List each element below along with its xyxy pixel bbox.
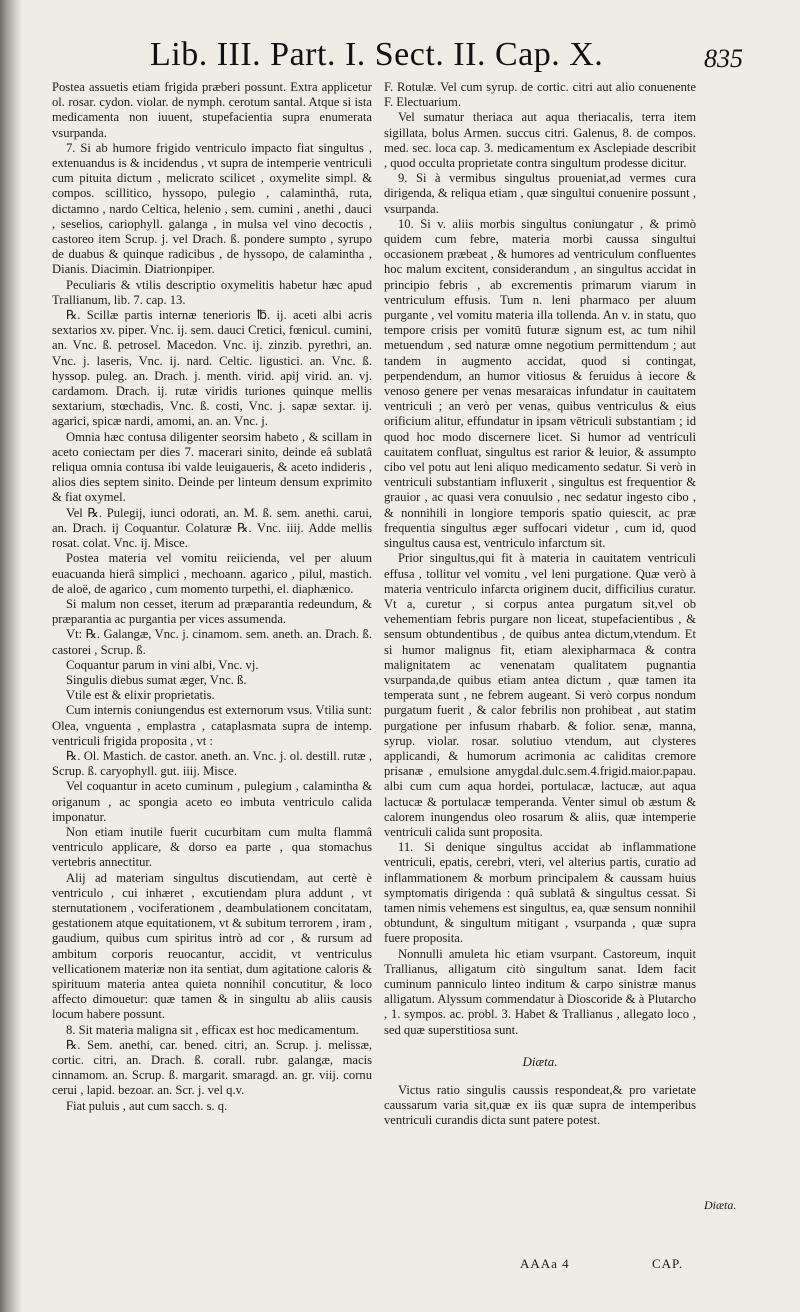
running-header: Lib. III. Part. I. Sect. II. Cap. X. — [150, 36, 604, 73]
recipe: Vt: ℞. Galangæ, Vnc. j. cinamom. sem. aneth. an. Drach. ß. castorei , Scrup. ß. — [52, 627, 372, 657]
page-number: 835 — [704, 44, 743, 73]
paragraph: 10. Si v. aliis morbis singultus coniungatur , & primò quidem cum febre, materia morbi caussa singultui occasionem præbeat , & humores ad ventriculum confluentes hoc malum excitent, considerandum , an singultus accidat in principio febris , ab excrementis primarum viarum in ventriculum effusis. Tum n. leni pharmaco per aluum purgante , vel vomitu materia illa tollenda. An v. in statu, quo tempore crisis per vomitū futuræ signum est, ac tum nihil metuendum , sed naturæ omne negotium permittendum ; aut tandem in augmento accidat, quod si contingat, perpendendum, an humor vitiosus & feruidus à iecore & venoso genere per venas mesaraicas infundatur in cauitatem ventriculi ; an verò per venas, quibus ventriculus & eius orificium alitur, effundatur in ipsam vētriculi substantiam ; id quod hoc modo discernere licet. Si humor ad ventriculi cauitatem confluat, singultus est rarior & leuior, & assumpto cibo vel potu aut leni aliquo medicamento sedatur. Si verò in ventriculi substantiam influxerit , singultus est frequentior & grauior , ac quasi vera conuulsio , nec sedatur ingesto cibo , & nonnihili in longiore temporis spatio quiescit, ac præ frequentia singultus æger suffocari videtur , cum id, quod singultus causa est, ventriculo infarctum sit. — [384, 216, 696, 551]
recipe-line: Coquantur parum in vini albi, Vnc. vj. — [66, 657, 259, 672]
paragraph: Non etiam inutile fuerit cucurbitam cum multa flammâ ventriculo applicare, & dorso ea parte , qua stomachus vertebris annectitur. — [52, 824, 372, 870]
paragraph: Nonnulli amuleta hic etiam vsurpant. Castoreum, inquit Trallianus, alligatum citò singultum sanat. Idem facit cuminum panniculo linteo inditum & carpo sinistræ manus alligatum. Alyssum commendatur à Dioscoride & à Plutarcho , 1. sympos. ac. probl. 3. Habet & Trallianus , allegato loco , sed quæ superstitiosa sunt. — [384, 946, 696, 1037]
section-heading: Diæta. — [522, 1053, 558, 1069]
paragraph: 9. Si à vermibus singultus proueniat,ad vermes cura dirigenda, & reliqua etiam , quæ singultui conuenire possunt , vsurpanda. — [384, 171, 696, 216]
recipe: ℞. Scillæ partis internæ tenerioris ℔. ij. aceti albi acris sextarios xv. piper. Vnc. ij. sem. dauci Cretici, fœnicul. cumini, an. Vnc. ß. petrosel. Macedon. Vnc. ij. zinzib. pyrethri, an. Vnc. j. laseris, Vnc. ij. nard. Celtic. ligustici. an. Vnc. ß. hyssop. puleg. an. Drach. j. menth. virid. apij virid. an. vj. cardamom. Drach. ij. rutæ viridis turiones quinque mellis sextarium, stœchadis, Vnc. ß. costi, Vnc. j. sapæ sextar. ij. agarici, spicæ nardi, amomi, an. an. Vnc. j. — [52, 308, 372, 429]
paragraph: Vel coquantur in aceto cuminum , pulegium , calamintha & origanum , ac spongia aceto eo imbuta ventriculo calida imponatur. — [52, 779, 372, 824]
marginal-note: Diæta. — [704, 1198, 737, 1212]
paragraph: Peculiaris & vtilis descriptio oxymelitis habetur hæc apud Trallianum, lib. 7. cap. 13. — [52, 277, 372, 307]
right-column — [384, 80, 696, 1129]
paragraph: 11. Si denique singultus accidat ab inflammatione ventriculi, epatis, cerebri, vteri, vel alterius partis, curatio ad inflammationem & morbum principalem & caussam huius symptomatis dirigenda : quâ sublatâ & singultus cessat. Si tamen nimis vehemens est singultus, ea, quæ sensum nonnihil obtundunt, & singultum mitigant , vsurpanda , quæ supra fuere proposita. — [384, 840, 697, 946]
recipe-line: Vtile est & elixir proprietatis. — [66, 688, 215, 703]
left-column — [52, 80, 372, 1114]
recipe: ℞. Ol. Mastich. de castor. aneth. an. Vnc. j. ol. destill. rutæ , Scrup. ß. caryophyll. gut. iiij. Misce. — [52, 748, 372, 779]
paragraph: 8. Sit materia maligna sit , efficax est hoc medicamentum. — [66, 1022, 359, 1037]
paragraph: F. Rotulæ. Vel cum syrup. de cortic. citri aut alio conuenente F. Electuarium. — [384, 80, 696, 110]
catchword: CAP. — [652, 1256, 684, 1271]
paragraph: Omnia hæc contusa diligenter seorsim habeto , & scillam in aceto coniectam per dies 7. macerari sinito, deinde eâ sublatâ reliqua omnia contusa ibi valde leuigaueris, & aceto indideris , alios dies septem sinito. Deinde per linteum densum exprimito & fiat oxymel. — [52, 429, 372, 505]
paragraph: Cum internis coniungendus est externorum vsus. Vtilia sunt: Olea, vnguenta , emplastra , cataplasmata supra de intemp. ventriculi frigida proposita , vt : — [52, 703, 372, 748]
signature-mark: AAAa 4 — [520, 1256, 570, 1271]
recipe: Vel ℞. Pulegij, iunci odorati, an. M. ß. sem. anethi. carui, an. Drach. ij Coquantur. Colaturæ ℞. Vnc. iiij. Adde mellis rosat. colat. Vnc. ij. Misce. — [52, 505, 372, 551]
page-spine-shadow — [0, 0, 22, 1312]
paragraph: 7. Si ab humore frigido ventriculo impacto fiat singultus , extenuandus is & incidendus , vt supra de intemperie ventriculi cum pituita dictum , melicrato scilicet , oxymelite simpl. & compos. scillitico, hyssopo, pulegio , calaminthâ, ruta, dictamno , nardo Celtica, helenio , sem. cumini , anethi , dauci , seselios, cariophyll. galanga , in mulsa vel vino decoctis , castoreo item Scrup. j. vel Drach. ß. pondere sumpto , syrupo de duabus & quinque radicibus , de hyssopo, de calamintha , Dianis. Diacimin. Diatrionpiper. — [52, 140, 372, 277]
paragraph: Prior singultus,qui fit à materia in cauitatem ventriculi effusa , tollitur vel vomitu , vel leni purgatione. Quæ verò à materia ventriculo infarcta originem ducit, difficilius curatur. Vt a, curetur , si corpus antea purgatum sit,vel ob vehementiam febris purgare non liceat, stupefacientibus , & sensum obtundentibus , de quibus antea dictum,vtendum. Et si humor malignus fit, etiam alexipharmaca & contra malignitatem ac venenatam qualitatem pugnantia vsurpanda,de quibus etiam antea dictum , quæ tamen ita temperata sunt , ne febrem augeant. Si verò corpus nondum purgatum fuerit , & calor febrilis non prohibeat , aut statim purgatione per infusum rhabarb. & folior. senæ, manna, syrup. violar. rosar. solutiuo vtendum, aut clysteres applicandi, & humorum acrimonia ac caliditas cremore prisanæ , emulsione amygdal.dulc.sem.4.frigid.maior.papau. albi cum cum aqua hordei, portulacæ, lactucæ, aut aqua lactucæ & portulacæ temperanda. Venter simul ob æstum & calorem inungendus oleo rosarum & aliis, quæ intemperie ventriculi calida sunt proposita. — [384, 551, 696, 839]
paragraph: Postea assuetis etiam frigida præberi possunt. Extra applicetur ol. rosar. cydon. violar. de nymph. cerotum santal. Atque si ista medicamenta non iuuent, stupefacientia supra enumerata vsurpanda. — [52, 80, 372, 140]
paragraph: Victus ratio singulis caussis respondeat,& pro varietate caussarum varia sit,quæ ex iis quæ supra de intemperibus ventriculi curandis dicta sunt patere potest. — [384, 1083, 696, 1128]
paragraph: Si malum non cesset, iterum ad præparantia redeundum, & præparantia ac purgantia per vices assumenda. — [52, 596, 372, 627]
paragraph: Vel sumatur theriaca aut aqua theriacalis, terra item sigillata, bolus Armen. succus citri. Galenus, 8. de compos. med. sec. loca cap. 3. medicamentum ex Asclepiade describit , quod occulta proprietate contra singultum prodesse dicitur. — [384, 110, 696, 171]
paragraph: Alij ad materiam singultus discutiendam, aut certè è ventriculo , cui inhæret , excutiendam plura addunt , vt sternutationem , vociferationem , deambulationem concitatam, gestationem atque equitationem, vt & subitum terrorem , iram , gaudium, quibus cum spiritus intrò ad cor , & rursum ad ambitum corporis reuocantur, accidit, vt ventriculus vellicationem materiæ non ita sentiat, dum agitatione caloris & spirituum materia antea quieta nonnihil concutitur, & loco affecto dimouetur: quæ tamen & in singultu ab aliis causis locum habere possunt. — [52, 870, 372, 1022]
paragraph: Postea materia vel vomitu reiicienda, vel per aluum euacuanda hierâ simplici , mechoann. agarico , pilul, mastich. de aloë, de agarico , cum momento turpethi, el. diaphænico. — [52, 551, 372, 596]
recipe-line: Fiat puluis , aut cum sacch. s. q. — [66, 1098, 228, 1113]
recipe-line: Singulis diebus sumat æger, Vnc. ß. — [66, 672, 247, 687]
recipe: ℞. Sem. anethi, car. bened. citri, an. Scrup. j. melissæ, cortic. citri, an. Drach. ß. corall. rubr. galangæ, macis cinnamom. an. Scrup. ß. margarit. smaragd. an. gr. viij. cornu cerui , lapid. bezoar. an. Scr. j. vel q.v. — [52, 1037, 372, 1098]
